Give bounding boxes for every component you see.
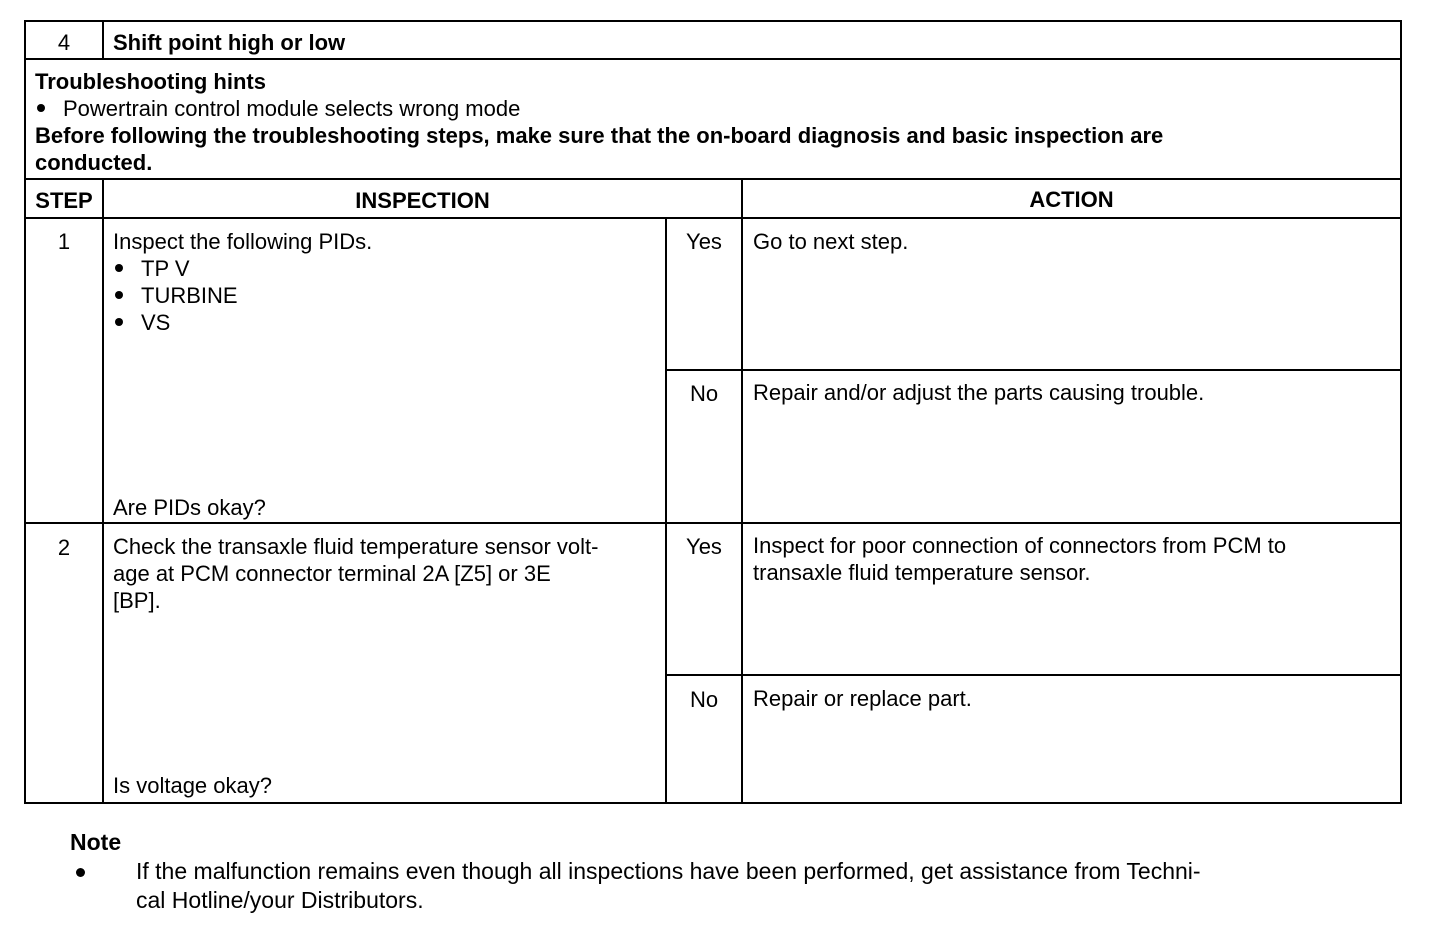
divider bbox=[102, 178, 104, 804]
step-question bbox=[113, 494, 658, 521]
column-header-step bbox=[26, 187, 102, 214]
step-number-text: 1 bbox=[57, 229, 71, 254]
yes-action bbox=[753, 228, 1393, 255]
step-question-text: Are PIDs okay? bbox=[113, 495, 266, 520]
yes-label-text: Yes bbox=[686, 534, 722, 559]
inspection-intro: Inspect the following PIDs. bbox=[113, 229, 373, 254]
bullet-icon bbox=[115, 264, 123, 272]
section-title bbox=[113, 29, 1313, 56]
hints-title: Troubleshooting hints bbox=[35, 69, 266, 94]
column-header-step-text: STEP bbox=[35, 188, 93, 213]
divider bbox=[102, 20, 104, 59]
yes-label bbox=[667, 228, 741, 255]
section-number bbox=[26, 29, 102, 56]
section-number-text: 4 bbox=[57, 30, 71, 55]
note-title: Note bbox=[70, 829, 122, 855]
hint-item bbox=[35, 95, 1395, 122]
divider bbox=[665, 217, 667, 804]
note-section bbox=[70, 828, 1390, 915]
divider bbox=[665, 369, 1402, 371]
no-action bbox=[753, 685, 1393, 712]
yes-action bbox=[753, 532, 1393, 586]
yes-action-line: transaxle fluid temperature sensor. bbox=[753, 560, 1091, 585]
column-header-action-text: ACTION bbox=[1029, 187, 1114, 212]
no-action bbox=[753, 379, 1393, 406]
divider bbox=[24, 217, 1402, 219]
bullet-icon bbox=[76, 868, 85, 877]
bullet-icon bbox=[37, 104, 45, 112]
no-label-text: No bbox=[689, 687, 719, 712]
column-header-inspection bbox=[104, 187, 741, 214]
pid-item-text: VS bbox=[141, 310, 171, 335]
yes-action-text: Go to next step. bbox=[753, 229, 909, 254]
yes-label bbox=[667, 533, 741, 560]
pid-item-text: TP V bbox=[141, 256, 190, 281]
divider bbox=[24, 522, 1402, 524]
divider bbox=[24, 178, 1402, 180]
pid-item bbox=[113, 255, 658, 282]
bullet-icon bbox=[115, 291, 123, 299]
inspection-line: Check the transaxle fluid temperature sensor volt- bbox=[113, 534, 599, 559]
yes-action-line: Inspect for poor connection of connectors from PCM to bbox=[753, 533, 1287, 558]
step-number bbox=[26, 228, 102, 255]
column-header-inspection-text: INSPECTION bbox=[355, 188, 490, 213]
pid-item bbox=[113, 282, 658, 309]
bullet-icon bbox=[115, 318, 123, 326]
inspection-line: age at PCM connector terminal 2A [Z5] or 3E bbox=[113, 561, 551, 586]
yes-label-text: Yes bbox=[686, 229, 722, 254]
no-action-text: Repair or replace part. bbox=[753, 686, 972, 711]
hints-instruction-cont: conducted. bbox=[35, 150, 153, 175]
no-label bbox=[667, 686, 741, 713]
inspection-line: [BP]. bbox=[113, 588, 161, 613]
hint-item-text: Powertrain control module selects wrong mode bbox=[63, 96, 521, 121]
pid-item bbox=[113, 309, 658, 336]
step-number-text: 2 bbox=[57, 535, 71, 560]
divider bbox=[24, 58, 1402, 60]
divider bbox=[741, 178, 743, 804]
no-label-text: No bbox=[689, 381, 719, 406]
no-label bbox=[667, 380, 741, 407]
step-question bbox=[113, 772, 658, 799]
step-inspection bbox=[113, 228, 658, 336]
divider bbox=[665, 674, 1402, 676]
no-action-text: Repair and/or adjust the parts causing trouble. bbox=[753, 380, 1205, 405]
step-question-text: Is voltage okay? bbox=[113, 773, 272, 798]
note-item bbox=[70, 857, 1390, 915]
hints-instruction: Before following the troubleshooting steps, make sure that the on-board diagnosis and basic inspection are bbox=[35, 123, 1164, 148]
section-title-text: Shift point high or low bbox=[113, 30, 346, 55]
step-inspection bbox=[113, 533, 663, 614]
note-line: If the malfunction remains even though all inspections have been performed, get assistance from Techni- bbox=[136, 858, 1201, 884]
step-number bbox=[26, 534, 102, 561]
column-header-action bbox=[743, 186, 1400, 213]
pid-item-text: TURBINE bbox=[141, 283, 238, 308]
note-line: cal Hotline/your Distributors. bbox=[136, 887, 424, 913]
troubleshooting-hints bbox=[35, 68, 1395, 176]
